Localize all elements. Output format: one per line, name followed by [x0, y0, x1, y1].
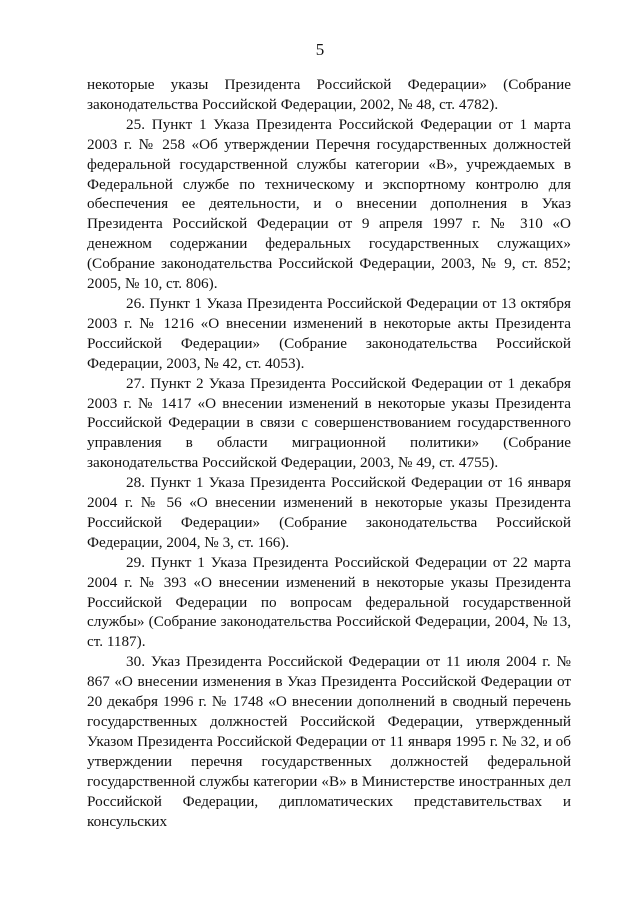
paragraph-continuation: некоторые указы Президента Российской Федерации» (Собрание законодательства Российской Федерации, 2002, № 48, ст. 4782).: [87, 76, 571, 113]
page-number: 5: [315, 40, 325, 59]
document-body: [87, 75, 571, 831]
paragraph-item-28: 28. Пункт 1 Указа Президента Российской Федерации от 16 января 2004 г. № 56 «О внесении изменений в некоторые указы Президента Российской Федерации» (Собрание законодательства Российской Федерации, 2004, № 3, ст. 166).: [87, 474, 571, 551]
paragraph-item-26: 26. Пункт 1 Указа Президента Российской Федерации от 13 октября 2003 г. № 1216 «О внесении изменений в некоторые акты Президента Российской Федерации» (Собрание законодательства Российской Федерации, 2003, № 42, ст. 4053).: [87, 294, 571, 372]
paragraph-item-25: 25. Пункт 1 Указа Президента Российской Федерации от 1 марта 2003 г. № 258 «Об утверждении Перечня государственных должностей федеральной государственной службы категории «В», учреждаемых в Федеральной службе по техническому и экспортному контролю для обеспечения ее деятельности, и о внесении дополнения в Указ Президента Российской Федерации от 9 апреля 1997 г. № 310 «О денежном содержании федеральных государственных служащих» (Собрание законодательства Российской Федерации, 2003, № 9, ст. 852; 2005, № 10, ст. 806).: [87, 115, 571, 293]
paragraph-item-29: 29. Пункт 1 Указа Президента Российской Федерации от 22 марта 2004 г. № 393 «О внесении изменений в некоторые указы Президента Российской Федерации по вопросам федеральной государственной службы» (Собрание законодательства Российской Федерации, 2004, № 13, ст. 1187).: [87, 553, 571, 651]
paragraph-item-30: 30. Указ Президента Российской Федерации от 11 июля 2004 г. № 867 «О внесении изменения в Указ Президента Российской Федерации от 20 декабря 1996 г. № 1748 «О внесении дополнений в сводный перечень государственных должностей Российской Федерации, утвержденный Указом Президента Российской Федерации от 11 января 1995 г. № 32, и об утверждении перечня государственных должностей федеральной государственной службы категории «В» в Министерстве иностранных дел Российской Федерации, дипломатических представительствах и консульских: [87, 653, 571, 830]
paragraph-item-27: 27. Пункт 2 Указа Президента Российской Федерации от 1 декабря 2003 г. № 1417 «О внесении изменений в некоторые указы Президента Российской Федерации в связи с совершенствованием государственного управления в области миграционной политики» (Собрание законодательства Российской Федерации, 2003, № 49, ст. 4755).: [87, 374, 571, 472]
